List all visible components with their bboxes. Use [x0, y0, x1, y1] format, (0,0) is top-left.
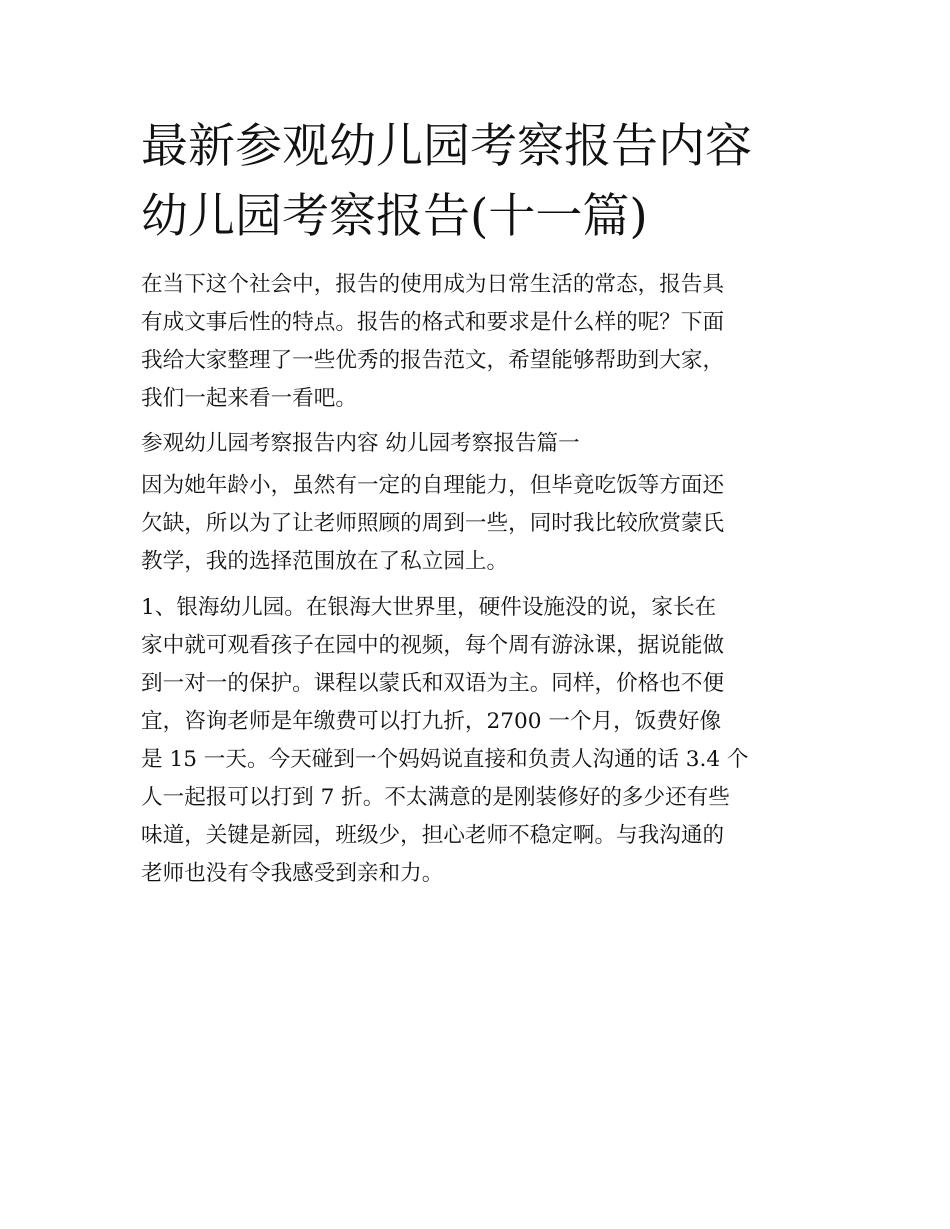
paragraph-1-line-2: 欠缺，所以为了让老师照顾的周到一些，同时我比较欣赏蒙氏 [141, 511, 725, 536]
document-title [141, 112, 821, 252]
item-1-line-3: 到一对一的保护。课程以蒙氏和双语为主。同样，价格也不便 [141, 671, 725, 696]
document-body [141, 266, 821, 893]
intro-line-3: 我给大家整理了一些优秀的报告范文，希望能够帮助到大家， [141, 348, 725, 373]
item-1-line-8: 老师也没有令我感受到亲和力。 [141, 861, 444, 886]
item-1-paragraph [141, 589, 821, 893]
item-1-line-7: 味道，关键是新园，班级少，担心老师不稳定啊。与我沟通的 [141, 823, 725, 848]
item-1-line-2: 家中就可观看孩子在园中的视频，每个周有游泳课，据说能做 [141, 633, 725, 658]
intro-line-1: 在当下这个社会中，报告的使用成为日常生活的常态，报告具 [141, 272, 725, 297]
document-page [141, 112, 821, 893]
title-line-2: 幼儿园考察报告(十一篇) [141, 189, 648, 244]
section-heading: 参观幼儿园考察报告内容 幼儿园考察报告篇一 [141, 431, 580, 456]
title-line-1: 最新参观幼儿园考察报告内容 [141, 119, 752, 174]
intro-line-4: 我们一起来看一看吧。 [141, 386, 357, 411]
paragraph-1-line-3: 教学，我的选择范围放在了私立园上。 [141, 549, 509, 574]
paragraph-1-line-1: 因为她年龄小，虽然有一定的自理能力，但毕竟吃饭等方面还 [141, 473, 725, 498]
paragraph-1 [141, 467, 821, 581]
item-1-line-6: 人一起报可以打到 7 折。不太满意的是刚装修好的多少还有些 [141, 785, 730, 810]
item-1-line-1: 1、银海幼儿园。在银海大世界里，硬件设施没的说，家长在 [141, 595, 717, 620]
intro-line-2: 有成文事后性的特点。报告的格式和要求是什么样的呢？下面 [141, 310, 725, 335]
intro-paragraph [141, 266, 821, 418]
item-1-line-5: 是 15 一天。今天碰到一个妈妈说直接和负责人沟通的话 3.4 个 [141, 747, 749, 772]
item-1-line-4: 宜，咨询老师是年缴费可以打九折，2700 一个月，饭费好像 [141, 709, 722, 734]
